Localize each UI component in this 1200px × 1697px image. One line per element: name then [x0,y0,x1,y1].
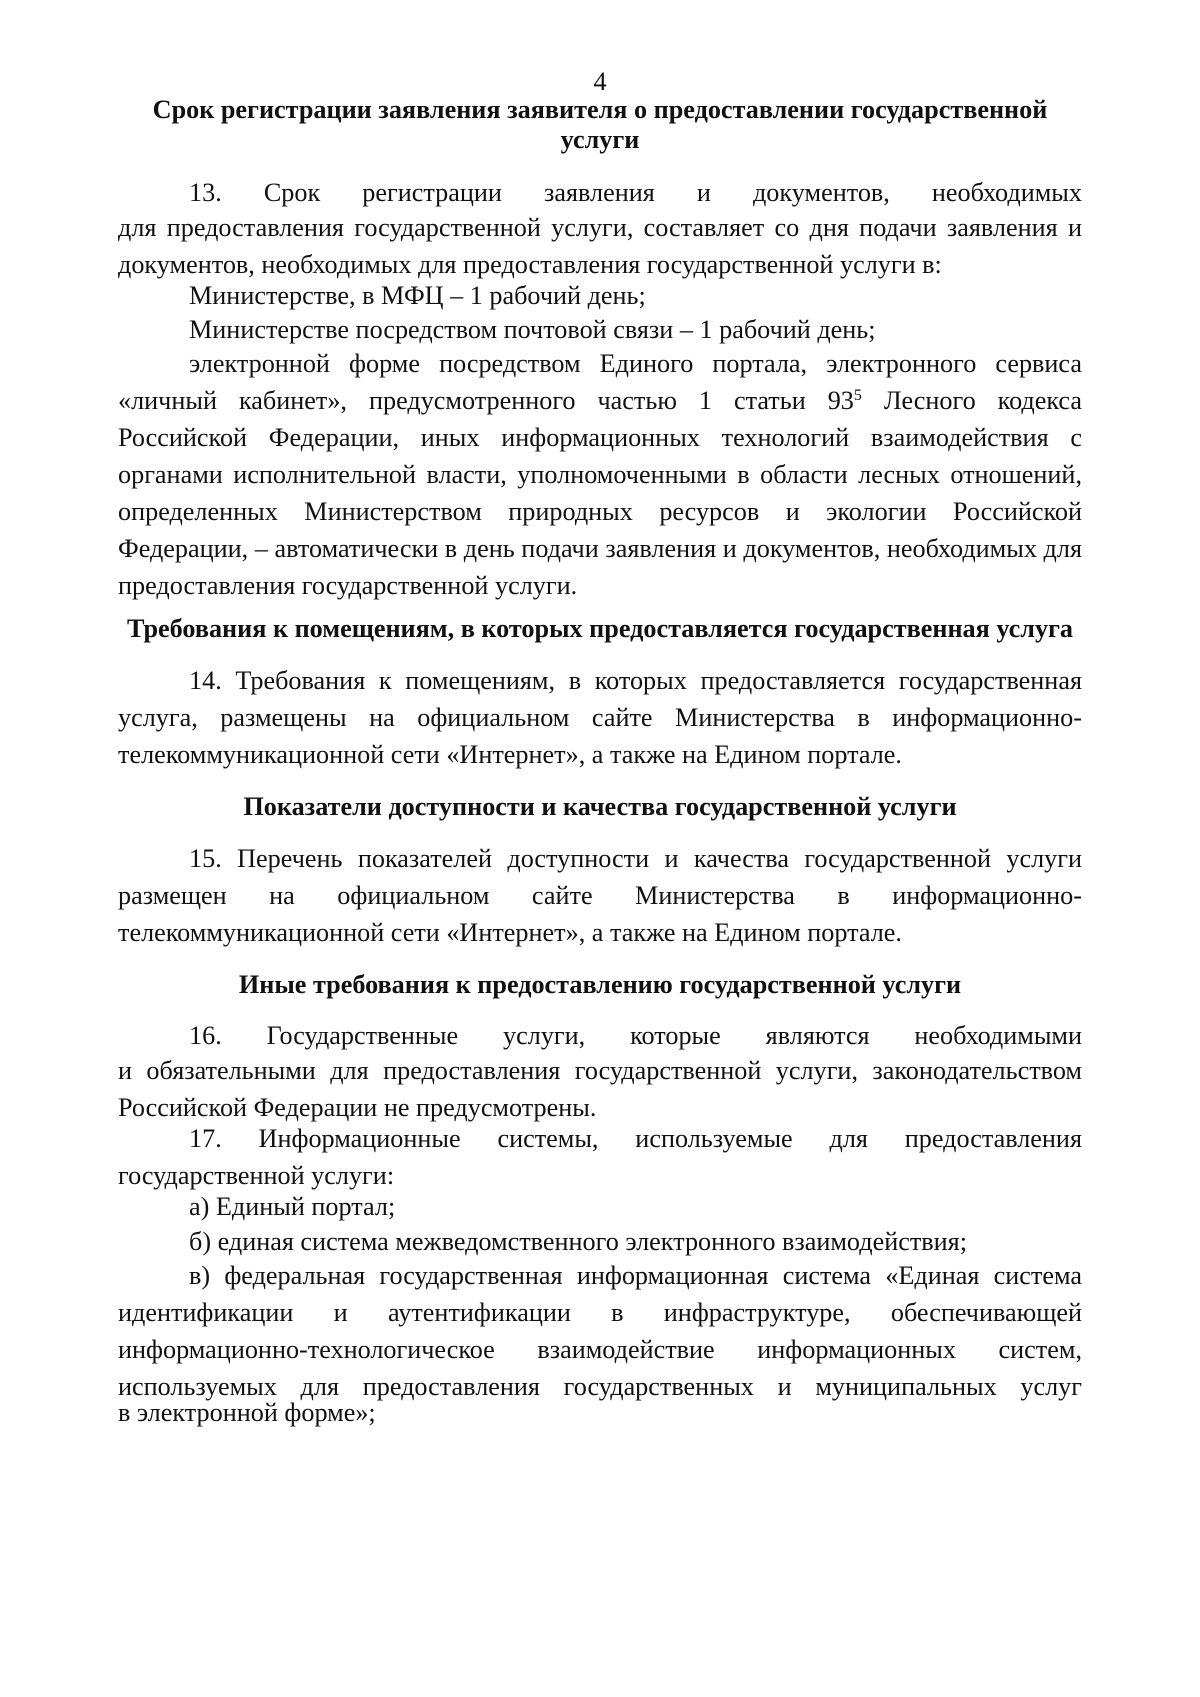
item-esia-end: в электронной форме»; [118,1398,376,1427]
item-smev: б) единая система межведомственного электронного взаимодействия; [189,1227,967,1256]
paragraph-14: 14. Требования к помещениям, в которых предоставляется государственная услуга, размещены на официальном сайте Министерства в информационно-телекоммуникационной сети «Интернет», а также на Едином портале. [118,666,1082,769]
section-heading-other-requirements: Иные требования к предоставлению государственной услуги [238,970,962,999]
section-heading-premises: Требования к помещениям, в которых предоставляется государственная услуга [126,614,1074,643]
paragraph-15: 15. Перечень показателей доступности и качества государственной услуги размещен на официальном сайте Министерства в информационно-телекоммуникационной сети «Интернет», а также на Едином портале. [118,844,1082,947]
paragraph-13-line1: 13. Срок регистрации заявления и документов, необходимых [189,178,1082,207]
paragraph-13-rest: для предоставления государственной услуги, составляет со дня подачи заявления и документов, необходимых для предоставления государственной услуги в: [118,213,1082,279]
section-heading-accessibility: Показатели доступности и качества государственной услуги [243,792,957,821]
item-electronic-form-text1: электронной форме посредством Единого портала, электронного сервиса «личный кабинет», предусмотренного частью 1 статьи 93 [118,349,1082,415]
paragraph-16-rest: и обязательными для предоставления государственной услуги, законодательством Российской Федерации не предусмотрены. [118,1056,1082,1122]
section-heading-registration-line2: услуги [560,125,640,154]
item-single-portal: а) Единый портал; [189,1192,396,1221]
item-electronic-form-text2: Лесного кодекса Российской Федерации, иных информационных технологий взаимодействия с органами исполнительной власти, уполномоченными в области лесных отношений, определенных Министерством природных ресурсов и экологии Российской Федерации, – автоматически в день подачи заявления и документов, необходимых для предоставления государственной услуги. [118,386,1082,600]
item-ministry-mfc: Министерстве, в МФЦ – 1 рабочий день; [189,281,646,310]
item-ministry-post: Министерстве посредством почтовой связи – 1 рабочий день; [189,315,876,344]
item-esia: в) федеральная государственная информационная система «Единая система идентификации и аутентификации в инфраструктуре, обеспечивающей информационно-технологическое взаимодействие информационных систем, используемых для предоставления государственных и муниципальных услуг [118,1261,1082,1401]
paragraph-17: 17. Информационные системы, используемые для предоставления государственной услуги: [118,1124,1082,1190]
paragraph-16-line1: 16. Государственные услуги, которые являются необходимыми [189,1021,1082,1050]
section-heading-registration-line1: Срок регистрации заявления заявителя о предоставлении государственной [152,95,1048,124]
article-superscript: 5 [853,387,862,404]
item-electronic-form [118,345,1082,604]
page-number: 4 [593,67,607,96]
